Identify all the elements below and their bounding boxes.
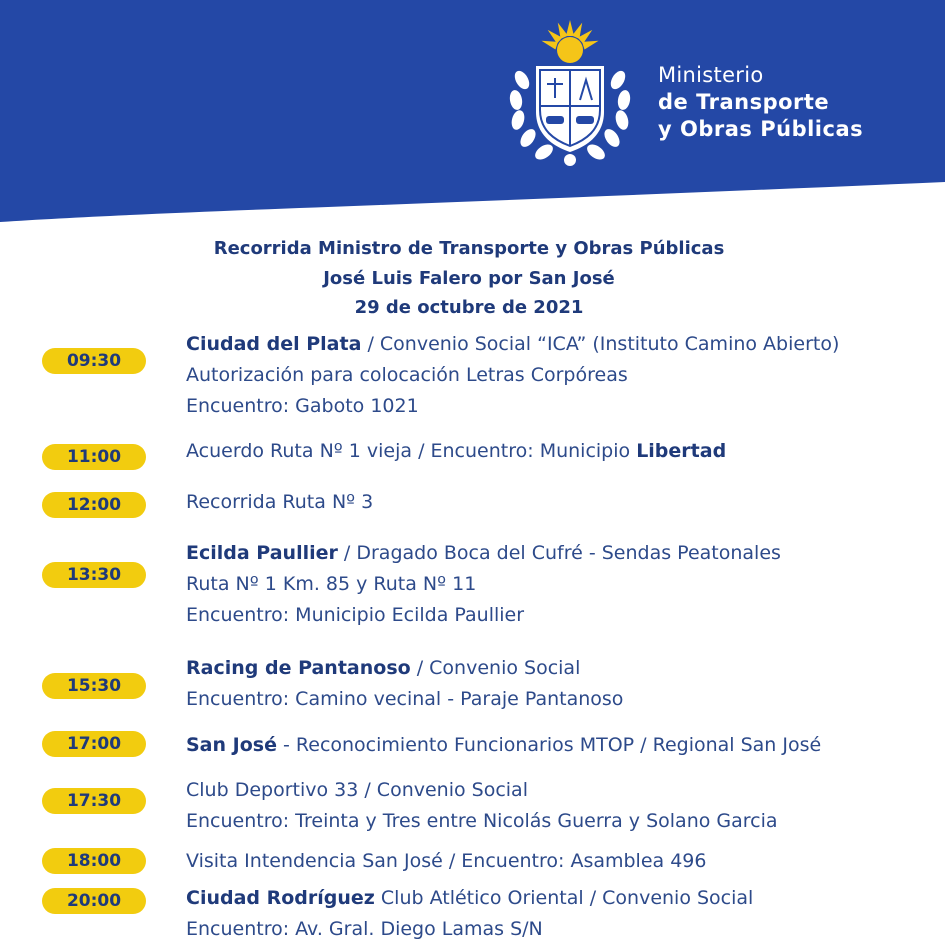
schedule-item xyxy=(186,883,753,945)
title-date: 29 de octubre de 2021 xyxy=(354,297,584,318)
event-meeting-point: Encuentro: Camino vecinal - Paraje Pantanoso xyxy=(186,688,624,710)
ministry-name-line1: Ministerio xyxy=(658,63,764,87)
event-description: Club Deportivo 33 / Convenio Social xyxy=(186,779,528,801)
event-description: Recorrida Ruta Nº 3 xyxy=(186,491,374,513)
event-description: Visita Intendencia San José / Encuentro: Asamblea 496 xyxy=(186,850,707,872)
time-badge: 17:30 xyxy=(42,788,146,814)
event-detail: Autorización para colocación Letras Corpóreas xyxy=(186,364,628,386)
schedule-item xyxy=(186,436,726,467)
time-badge: 18:00 xyxy=(42,848,146,874)
schedule-item xyxy=(186,846,706,877)
event-location: Ciudad Rodríguez xyxy=(186,887,375,909)
time-badge: 09:30 xyxy=(42,348,146,374)
time-badge: 12:00 xyxy=(42,492,146,518)
event-meeting-point: Encuentro: Gaboto 1021 xyxy=(186,395,419,417)
event-description: Acuerdo Ruta Nº 1 vieja / Encuentro: Municipio xyxy=(186,440,637,462)
schedule-item xyxy=(186,538,781,631)
header-banner xyxy=(0,0,945,230)
event-detail: Ruta Nº 1 Km. 85 y Ruta Nº 11 xyxy=(186,573,477,595)
event-description: Club Atlético Oriental / Convenio Social xyxy=(374,887,754,909)
schedule-item xyxy=(186,487,373,518)
schedule-item xyxy=(186,775,778,837)
event-description: / Dragado Boca del Cufré - Sendas Peatonales xyxy=(337,542,781,564)
event-meeting-point: Encuentro: Municipio Ecilda Paullier xyxy=(186,604,525,626)
ministry-name-line3: y Obras Públicas xyxy=(658,117,864,141)
schedule-item xyxy=(186,329,839,422)
ministry-name-line2: de Transporte xyxy=(658,90,830,114)
event-description: - Reconocimiento Funcionarios MTOP / Regional San José xyxy=(276,734,822,756)
time-badge: 11:00 xyxy=(42,444,146,470)
time-badge: 20:00 xyxy=(42,888,146,914)
schedule-item xyxy=(186,730,821,761)
coat-of-arms-icon xyxy=(500,18,640,170)
time-badge: 13:30 xyxy=(42,562,146,588)
title-line2: José Luis Falero por San José xyxy=(323,268,615,289)
ministry-name xyxy=(658,62,863,143)
event-description: / Convenio Social “ICA” (Instituto Camino Abierto) xyxy=(361,333,840,355)
time-badge: 15:30 xyxy=(42,673,146,699)
event-location: Ciudad del Plata xyxy=(186,333,362,355)
schedule-item xyxy=(186,653,623,715)
event-location: Racing de Pantanoso xyxy=(186,657,411,679)
event-meeting-point: Encuentro: Treinta y Tres entre Nicolás Guerra y Solano Garcia xyxy=(186,810,778,832)
event-location: Libertad xyxy=(636,440,727,462)
event-meeting-point: Encuentro: Av. Gral. Diego Lamas S/N xyxy=(186,918,543,940)
time-badge: 17:00 xyxy=(42,731,146,757)
event-description: / Convenio Social xyxy=(410,657,581,679)
title-line1: Recorrida Ministro de Transporte y Obras Públicas xyxy=(213,238,725,259)
event-location: San José xyxy=(186,734,277,756)
event-location: Ecilda Paullier xyxy=(186,542,338,564)
